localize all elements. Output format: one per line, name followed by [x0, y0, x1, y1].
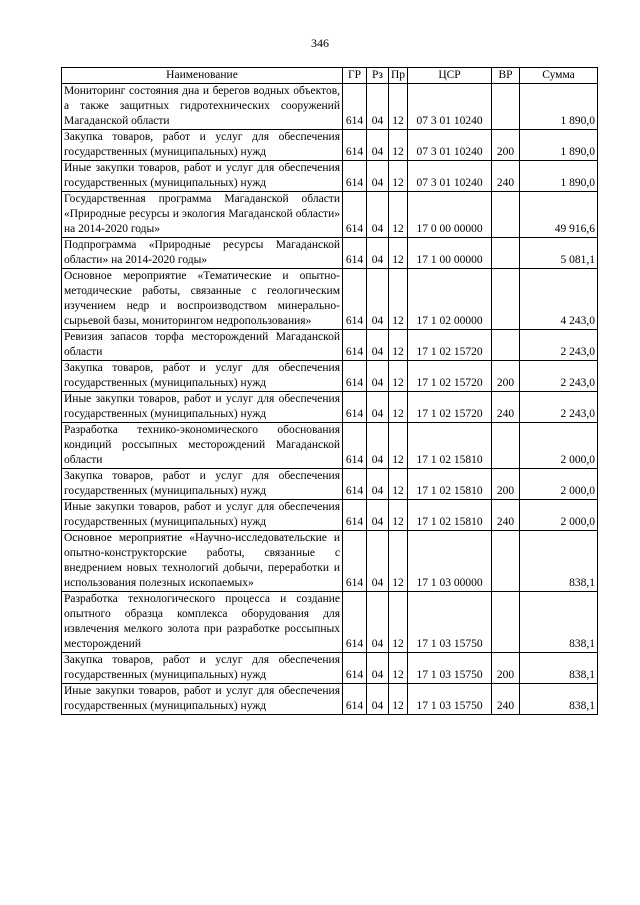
table-row: [62, 469, 598, 500]
cell-name: Разработка технико-экономического обоснования кондиций россыпных месторождений Магаданской области: [62, 423, 343, 469]
cell-sum: 838,1: [520, 592, 598, 653]
cell-gr: 614: [343, 330, 367, 361]
cell-vr: [492, 269, 520, 330]
cell-sum: 2 243,0: [520, 361, 598, 392]
cell-sum: 1 890,0: [520, 161, 598, 192]
cell-rz: 04: [367, 531, 389, 592]
cell-vr: 200: [492, 469, 520, 500]
cell-csr: 17 1 02 15810: [408, 469, 492, 500]
cell-gr: 614: [343, 361, 367, 392]
cell-csr: 17 1 00 00000: [408, 238, 492, 269]
table-row: [62, 361, 598, 392]
cell-sum: 2 243,0: [520, 330, 598, 361]
cell-csr: 17 1 02 15720: [408, 392, 492, 423]
cell-rz: 04: [367, 653, 389, 684]
cell-name: Иные закупки товаров, работ и услуг для обеспечения государственных (муниципальных) нужд: [62, 392, 343, 423]
cell-gr: 614: [343, 592, 367, 653]
cell-rz: 04: [367, 192, 389, 238]
table-row: [62, 84, 598, 130]
cell-gr: 614: [343, 653, 367, 684]
cell-pr: 12: [389, 238, 408, 269]
cell-sum: 838,1: [520, 653, 598, 684]
cell-pr: 12: [389, 192, 408, 238]
cell-rz: 04: [367, 423, 389, 469]
cell-name: Государственная программа Магаданской области «Природные ресурсы и экология Магаданской области» на 2014-2020 годы»: [62, 192, 343, 238]
cell-csr: 17 1 02 15810: [408, 423, 492, 469]
table-row: [62, 392, 598, 423]
cell-sum: 2 243,0: [520, 392, 598, 423]
cell-gr: 614: [343, 84, 367, 130]
cell-rz: 04: [367, 361, 389, 392]
cell-rz: 04: [367, 330, 389, 361]
table-row: [62, 592, 598, 653]
cell-gr: 614: [343, 130, 367, 161]
header-csr: ЦСР: [408, 68, 492, 84]
table-row: [62, 653, 598, 684]
cell-sum: 838,1: [520, 684, 598, 715]
header-vr: ВР: [492, 68, 520, 84]
cell-rz: 04: [367, 161, 389, 192]
cell-name: Основное мероприятие «Тематические и опытно-методические работы, связанные с геологическим изучением недр и воспроизводством минерально-сырьевой базы, мониторингом недропользования»: [62, 269, 343, 330]
cell-pr: 12: [389, 469, 408, 500]
cell-name: Иные закупки товаров, работ и услуг для обеспечения государственных (муниципальных) нужд: [62, 500, 343, 531]
cell-gr: 614: [343, 531, 367, 592]
cell-pr: 12: [389, 392, 408, 423]
cell-csr: 17 1 02 15810: [408, 500, 492, 531]
table-row: [62, 238, 598, 269]
header-rz: Рз: [367, 68, 389, 84]
cell-csr: 07 3 01 10240: [408, 161, 492, 192]
cell-pr: 12: [389, 361, 408, 392]
cell-gr: 614: [343, 684, 367, 715]
cell-vr: [492, 531, 520, 592]
cell-vr: [492, 330, 520, 361]
cell-csr: 17 1 03 15750: [408, 592, 492, 653]
cell-csr: 17 1 03 15750: [408, 684, 492, 715]
cell-gr: 614: [343, 192, 367, 238]
table-body: [62, 84, 598, 715]
cell-vr: [492, 592, 520, 653]
cell-name: Мониторинг состояния дна и берегов водных объектов, а также защитных гидротехнических сооружений Магаданской области: [62, 84, 343, 130]
budget-table: [61, 67, 598, 715]
cell-name: Иные закупки товаров, работ и услуг для обеспечения государственных (муниципальных) нужд: [62, 684, 343, 715]
cell-vr: 240: [492, 392, 520, 423]
header-gr: ГР: [343, 68, 367, 84]
table-row: [62, 161, 598, 192]
cell-rz: 04: [367, 238, 389, 269]
cell-gr: 614: [343, 500, 367, 531]
table-row: [62, 130, 598, 161]
cell-gr: 614: [343, 161, 367, 192]
cell-csr: 17 1 02 00000: [408, 269, 492, 330]
header-name: Наименование: [62, 68, 343, 84]
cell-pr: 12: [389, 592, 408, 653]
table-row: [62, 500, 598, 531]
cell-gr: 614: [343, 423, 367, 469]
cell-rz: 04: [367, 130, 389, 161]
cell-rz: 04: [367, 469, 389, 500]
cell-vr: [492, 238, 520, 269]
cell-vr: [492, 192, 520, 238]
cell-pr: 12: [389, 130, 408, 161]
cell-vr: 240: [492, 161, 520, 192]
cell-csr: 07 3 01 10240: [408, 84, 492, 130]
cell-pr: 12: [389, 269, 408, 330]
cell-vr: [492, 423, 520, 469]
cell-rz: 04: [367, 684, 389, 715]
cell-pr: 12: [389, 84, 408, 130]
cell-csr: 17 1 03 00000: [408, 531, 492, 592]
cell-name: Разработка технологического процесса и создание опытного образца комплекса оборудования для извлечения мелкого золота при разработке россыпных месторождений: [62, 592, 343, 653]
table-row: [62, 269, 598, 330]
cell-pr: 12: [389, 330, 408, 361]
cell-vr: 240: [492, 500, 520, 531]
cell-sum: 2 000,0: [520, 500, 598, 531]
cell-name: Закупка товаров, работ и услуг для обеспечения государственных (муниципальных) нужд: [62, 469, 343, 500]
header-pr: Пр: [389, 68, 408, 84]
cell-gr: 614: [343, 269, 367, 330]
cell-rz: 04: [367, 500, 389, 531]
cell-pr: 12: [389, 684, 408, 715]
cell-name: Основное мероприятие «Научно-исследовательские и опытно-конструкторские работы, связанные с внедрением новых технологий добычи, переработки и использования полезных ископаемых»: [62, 531, 343, 592]
cell-gr: 614: [343, 469, 367, 500]
table-row: [62, 330, 598, 361]
cell-sum: 1 890,0: [520, 84, 598, 130]
cell-sum: 838,1: [520, 531, 598, 592]
cell-rz: 04: [367, 269, 389, 330]
cell-name: Закупка товаров, работ и услуг для обеспечения государственных (муниципальных) нужд: [62, 653, 343, 684]
cell-rz: 04: [367, 392, 389, 423]
cell-vr: 200: [492, 653, 520, 684]
cell-rz: 04: [367, 592, 389, 653]
cell-pr: 12: [389, 653, 408, 684]
cell-csr: 17 0 00 00000: [408, 192, 492, 238]
page-number: 346: [311, 36, 329, 50]
cell-vr: 200: [492, 361, 520, 392]
cell-pr: 12: [389, 500, 408, 531]
cell-vr: 240: [492, 684, 520, 715]
table-header-row: [62, 68, 598, 84]
cell-vr: 200: [492, 130, 520, 161]
cell-csr: 17 1 02 15720: [408, 361, 492, 392]
cell-sum: 5 081,1: [520, 238, 598, 269]
cell-csr: 17 1 02 15720: [408, 330, 492, 361]
cell-csr: 17 1 03 15750: [408, 653, 492, 684]
table-row: [62, 423, 598, 469]
cell-vr: [492, 84, 520, 130]
cell-name: Ревизия запасов торфа месторождений Магаданской области: [62, 330, 343, 361]
header-sum: Сумма: [520, 68, 598, 84]
cell-gr: 614: [343, 238, 367, 269]
cell-pr: 12: [389, 423, 408, 469]
cell-pr: 12: [389, 531, 408, 592]
table-row: [62, 531, 598, 592]
table-row: [62, 684, 598, 715]
cell-name: Подпрограмма «Природные ресурсы Магаданской области» на 2014-2020 годы»: [62, 238, 343, 269]
cell-sum: 49 916,6: [520, 192, 598, 238]
cell-name: Закупка товаров, работ и услуг для обеспечения государственных (муниципальных) нужд: [62, 361, 343, 392]
cell-name: Иные закупки товаров, работ и услуг для обеспечения государственных (муниципальных) нужд: [62, 161, 343, 192]
cell-pr: 12: [389, 161, 408, 192]
cell-sum: 4 243,0: [520, 269, 598, 330]
cell-sum: 2 000,0: [520, 469, 598, 500]
table-row: [62, 192, 598, 238]
cell-sum: 1 890,0: [520, 130, 598, 161]
cell-rz: 04: [367, 84, 389, 130]
cell-gr: 614: [343, 392, 367, 423]
cell-csr: 07 3 01 10240: [408, 130, 492, 161]
cell-sum: 2 000,0: [520, 423, 598, 469]
cell-name: Закупка товаров, работ и услуг для обеспечения государственных (муниципальных) нужд: [62, 130, 343, 161]
